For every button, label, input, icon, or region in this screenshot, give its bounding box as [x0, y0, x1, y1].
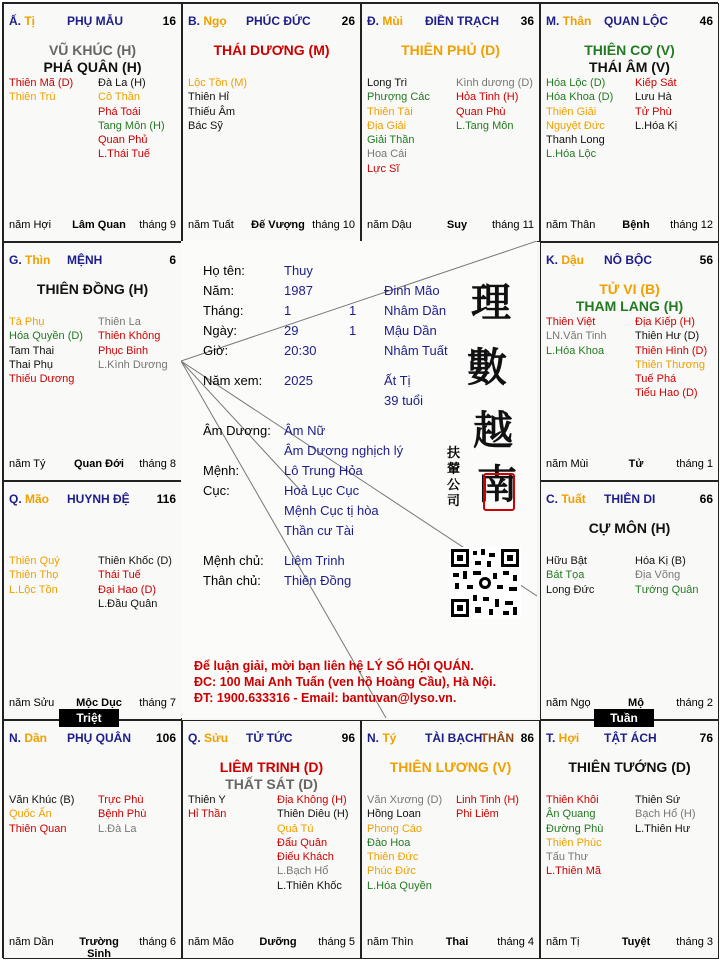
palace-footer	[188, 219, 355, 233]
palace-footer	[546, 219, 713, 233]
minor-star: Thiếu Dương	[9, 373, 75, 386]
palace-can-chi: K. Dậu	[546, 253, 585, 267]
palace-month: tháng 7	[139, 697, 176, 709]
minor-star: Tướng Quân	[635, 583, 699, 596]
palace-number: 56	[699, 253, 713, 267]
minor-stars-left	[9, 554, 94, 597]
minor-star: Thiên Hư (D)	[635, 330, 700, 343]
minor-star: Giải Thần	[367, 134, 415, 147]
minor-star: Phong Cáo	[367, 822, 423, 835]
minor-star: L.Hóa Lộc	[546, 148, 597, 161]
minor-star: Thiên Tài	[367, 105, 413, 118]
main-star: THẤT SÁT (D)	[225, 776, 318, 792]
value-tuoi: 39 tuổi	[384, 393, 424, 408]
minor-stars-right	[456, 793, 538, 822]
label-gio: Giờ:	[203, 343, 229, 358]
minor-star: Trực Phù	[98, 794, 144, 806]
label-am-duong: Âm Dương:	[203, 423, 271, 438]
minor-stars-right	[635, 315, 717, 401]
palace-header	[188, 731, 355, 747]
minor-star: Kình dương (D)	[456, 77, 533, 89]
minor-star: L.Bạch Hổ	[277, 865, 329, 878]
minor-star: Bác Sỹ	[188, 119, 223, 132]
label-ho-ten: Họ tên:	[203, 263, 245, 278]
main-star: THIÊN TƯỚNG (D)	[568, 759, 691, 775]
label-menh-chu: Mệnh chủ:	[203, 553, 264, 568]
value-gio: 20:30	[284, 343, 317, 358]
palace-name: MỆNH	[67, 253, 103, 267]
palace-number: 26	[341, 14, 355, 28]
minor-stars-left	[188, 793, 273, 822]
main-stars	[4, 42, 181, 76]
minor-star: Ân Quang	[546, 808, 596, 821]
palace-number: 16	[162, 14, 176, 28]
minor-star: Đào Hoa	[367, 836, 411, 849]
minor-star: Thái Tuế	[98, 569, 141, 582]
palace-header	[9, 14, 176, 30]
minor-stars-left	[367, 76, 452, 176]
palace-cell	[3, 3, 182, 242]
palace-month: tháng 9	[139, 219, 176, 231]
minor-star: Hỉ Thần	[188, 808, 227, 821]
palace-header	[367, 14, 534, 30]
label-ngay: Ngày:	[203, 323, 237, 338]
palace-can-chi: N. Dần	[9, 731, 48, 745]
minor-stars-left	[188, 76, 273, 133]
value-ngay-cc: Mậu Dần	[384, 323, 437, 338]
palace-header	[546, 253, 713, 269]
palace-cell	[182, 720, 361, 959]
value-thang-al: 1	[349, 303, 357, 318]
label-than-chu: Thân chủ:	[203, 573, 261, 588]
palace-stage: Dưỡng	[259, 936, 297, 948]
main-stars	[541, 42, 718, 76]
minor-star: Phá Toái	[98, 105, 141, 118]
palace-month: tháng 2	[676, 697, 713, 709]
minor-star: Lực Sĩ	[367, 162, 400, 175]
minor-star: Thiên Thương	[635, 358, 706, 371]
minor-star: Phúc Đức	[367, 865, 416, 878]
value-thang: 1	[284, 303, 292, 318]
palace-month: tháng 4	[497, 936, 534, 948]
value-ngay: 29	[284, 323, 299, 338]
palace-header	[9, 253, 176, 269]
minor-star: Thiên Quan	[9, 822, 67, 835]
minor-stars-right	[277, 793, 359, 893]
minor-star: Quốc Ấn	[9, 808, 52, 821]
palace-name: PHỤ MẪU	[67, 14, 123, 28]
minor-star: Linh Tinh (H)	[456, 794, 519, 806]
main-stars	[541, 520, 718, 537]
palace-name: NÔ BỘC	[604, 253, 652, 267]
palace-cell	[3, 242, 182, 481]
palace-header	[9, 731, 176, 747]
value-nam: 1987	[284, 283, 313, 298]
palace-cell	[3, 720, 182, 959]
palace-number: 96	[341, 731, 355, 745]
palace-name: THIÊN DI	[604, 492, 656, 506]
palace-stage: Tuyệt	[621, 936, 651, 948]
value-cuc: Hoả Lục Cục	[284, 483, 360, 498]
palace-footer	[367, 936, 534, 950]
calligraphy-char-3: 越	[473, 407, 513, 454]
minor-star: Hóa Khoa (D)	[546, 91, 614, 104]
main-stars	[541, 281, 718, 315]
palace-month: tháng 1	[676, 458, 713, 470]
palace-name: PHÚC ĐỨC	[246, 14, 311, 28]
minor-stars-right	[98, 793, 180, 836]
minor-star: Thiên La	[98, 316, 141, 328]
minor-star: Tuế Phá	[635, 373, 677, 386]
palace-name: PHỤ QUÂN	[67, 731, 132, 745]
minor-star: Tấu Thư	[546, 851, 589, 864]
palace-stage: Trường Sinh	[79, 936, 119, 960]
minor-star: Văn Khúc (B)	[9, 794, 75, 806]
palace-name: HUYNH ĐỆ	[67, 492, 130, 506]
palace-month: tháng 5	[318, 936, 355, 948]
qr-code-icon[interactable]	[449, 547, 521, 619]
minor-star: Hoa Cái	[367, 148, 407, 161]
value-menh-chu: Liêm Trinh	[284, 553, 345, 568]
minor-star: Thiên Giải	[546, 105, 597, 118]
palace-footer	[188, 936, 355, 950]
palace-can-chi: Ấ. Tị	[9, 14, 36, 28]
palace-cell	[540, 720, 719, 959]
minor-star: Tả Phụ	[9, 316, 45, 328]
palace-stage: Bệnh	[622, 219, 650, 231]
palace-stage: Quan Đới	[74, 458, 124, 470]
palace-year: năm Tý	[9, 458, 46, 470]
palace-footer	[367, 219, 534, 233]
minor-star: Thiên Trù	[9, 91, 56, 104]
minor-star: L.Thiên Mã	[546, 865, 602, 878]
minor-star: Tiểu Hao (D)	[635, 387, 698, 400]
minor-star: Tử Phù	[635, 105, 672, 118]
minor-star: L.Hóa Kị	[635, 119, 678, 132]
minor-star: Tang Môn (H)	[98, 119, 165, 132]
palace-year: năm Mùi	[546, 458, 589, 470]
palace-month: tháng 6	[139, 936, 176, 948]
than-marker: THÂN	[480, 731, 514, 745]
minor-star: Phục Binh	[98, 344, 149, 357]
minor-star: L.Đà La	[98, 822, 137, 835]
minor-star: Đại Hao (D)	[98, 583, 157, 596]
main-star: PHÁ QUÂN (H)	[43, 59, 142, 75]
minor-star: L.Hóa Quyền	[367, 879, 432, 892]
main-star: THIÊN ĐỒNG (H)	[36, 281, 149, 297]
minor-star: Thiên Quý	[9, 555, 60, 567]
minor-star: Thiên Hình (D)	[635, 344, 708, 357]
value-than-chu: Thiên Đồng	[284, 573, 352, 588]
palace-stage: Thai	[445, 936, 469, 948]
minor-star: Cô Thần	[98, 91, 140, 104]
palace-cell	[361, 720, 540, 959]
minor-star: Hóa Lộc (D)	[546, 77, 606, 89]
palace-number: 76	[699, 731, 713, 745]
palace-header	[546, 492, 713, 508]
palace-can-chi: B. Ngọ	[188, 14, 227, 28]
palace-footer	[9, 936, 176, 960]
value-ngay-al: 1	[349, 323, 357, 338]
minor-star: Nguyệt Đức	[546, 119, 605, 132]
minor-star: Tam Thai	[9, 344, 55, 357]
palace-name: QUAN LỘC	[604, 14, 668, 28]
palace-number: 106	[155, 731, 176, 745]
palace-year: năm Mão	[188, 936, 234, 948]
main-stars	[183, 42, 360, 59]
minor-star: L.Hóa Khoa	[546, 344, 605, 357]
palace-cell	[540, 242, 719, 481]
minor-star: Văn Xương (D)	[367, 794, 443, 806]
minor-stars-right	[635, 76, 717, 133]
palace-month: tháng 10	[312, 219, 355, 231]
palace-stage: Suy	[446, 219, 468, 231]
minor-star: L.Tang Môn	[456, 119, 514, 132]
tuan-tag: Tuần	[594, 709, 654, 727]
palace-year: năm Thìn	[367, 936, 414, 948]
main-star: VŨ KHÚC (H)	[48, 42, 137, 58]
calligraphy-char-1: 理	[471, 279, 511, 326]
main-star: THIÊN CƠ (V)	[584, 42, 675, 58]
palace-footer	[546, 936, 713, 950]
palace-header	[9, 492, 176, 508]
minor-star: Thiên Thọ	[9, 569, 59, 582]
palace-year: năm Sửu	[9, 697, 55, 709]
minor-star: Địa Giải	[367, 119, 407, 132]
palace-name: ĐIỀN TRẠCH	[425, 14, 499, 28]
palace-year: năm Tuất	[188, 219, 234, 231]
minor-star: Thiên Mã (D)	[9, 77, 74, 89]
palace-month: tháng 11	[491, 219, 534, 231]
palace-footer	[9, 458, 176, 472]
palace-stage: Tử	[628, 458, 644, 470]
palace-month: tháng 12	[670, 219, 713, 231]
minor-stars-right	[98, 554, 180, 611]
palace-footer	[546, 458, 713, 472]
minor-star: Địa Võng	[635, 569, 681, 582]
minor-star: Thiên Khôi	[546, 794, 599, 806]
palace-stage: Đế Vượng	[251, 219, 305, 231]
minor-star: Thiên Y	[188, 794, 226, 806]
value-ho-ten: Thuy	[284, 263, 313, 278]
minor-star: Thiên Việt	[546, 316, 596, 328]
palace-number: 6	[169, 253, 176, 267]
minor-star: L.Đầu Quân	[98, 597, 158, 610]
minor-star: L.Kình Dương	[98, 358, 168, 371]
value-am-duong2: Âm Dương nghịch lý	[284, 443, 404, 458]
palace-cell	[361, 3, 540, 242]
value-thang-cc: Nhâm Dần	[384, 303, 447, 318]
label-menh: Mệnh:	[203, 463, 240, 478]
center-info-panel	[181, 241, 537, 718]
minor-star: Bạch Hổ (H)	[635, 808, 696, 821]
contact-line-3: ĐT: 1900.633316 - Email: bantuvan@lyso.vn.	[194, 691, 457, 705]
palace-header	[367, 731, 534, 747]
palace-month: tháng 8	[139, 458, 176, 470]
minor-star: L.Thiên Khốc	[277, 879, 342, 892]
minor-star: Quan Phù	[456, 105, 506, 118]
minor-star: Quan Phủ	[98, 134, 148, 147]
palace-can-chi: C. Tuất	[546, 492, 586, 506]
palace-header	[546, 14, 713, 30]
minor-star: Lộc Tồn (M)	[188, 77, 248, 89]
palace-stage: Mộc Dục	[76, 697, 122, 709]
palace-name: TẬT ÁCH	[604, 731, 657, 745]
minor-stars-left	[546, 793, 631, 879]
minor-stars-left	[546, 315, 631, 358]
palace-number: 116	[156, 492, 176, 506]
triet-tag: Triệt	[59, 709, 119, 727]
main-star: LIÊM TRINH (D)	[219, 759, 324, 775]
main-star: THÁI ÂM (V)	[589, 59, 670, 75]
minor-stars-left	[546, 554, 631, 597]
minor-stars-right	[635, 554, 717, 597]
palace-year: năm Dần	[9, 936, 54, 948]
label-nam: Năm:	[203, 283, 235, 298]
palace-year: năm Tị	[546, 936, 580, 948]
seal-small-text: 扶 輦 公 司	[447, 446, 461, 509]
main-star: THÁI DƯƠNG (M)	[213, 42, 330, 58]
minor-star: L.Lộc Tồn	[9, 583, 58, 596]
minor-star: Thiên Phúc	[546, 836, 602, 849]
main-star: CỰ MÔN (H)	[588, 520, 671, 536]
palace-can-chi: G. Thìn	[9, 253, 51, 267]
minor-star: Thiên Hỉ	[188, 91, 229, 104]
minor-star: Thai Phụ	[9, 358, 54, 371]
palace-stage: Lâm Quan	[72, 219, 126, 231]
minor-star: Phượng Các	[367, 91, 430, 104]
minor-star: Đường Phù	[546, 822, 604, 835]
palace-cell	[3, 481, 182, 720]
minor-star: Đẩu Quân	[277, 836, 328, 849]
palace-name: TỬ TỨC	[246, 731, 293, 745]
palace-name: TÀI BẠCH	[425, 731, 483, 745]
palace-can-chi: N. Tý	[367, 731, 397, 745]
palace-can-chi: Đ. Mùi	[367, 14, 404, 28]
minor-star: Thiên Sứ	[635, 794, 681, 806]
minor-star: LN.Văn Tinh	[546, 330, 607, 343]
label-nam-xem: Năm xem:	[203, 373, 263, 388]
palace-can-chi: Q. Mão	[9, 492, 50, 506]
minor-star: Long Đức	[546, 583, 595, 596]
palace-cell	[540, 481, 719, 720]
main-stars	[183, 759, 360, 793]
palace-number: 86	[520, 731, 534, 745]
minor-stars-right	[98, 315, 180, 372]
minor-star: Thiên Diêu (H)	[277, 808, 349, 821]
value-cuc2: Mệnh Cục tị hòa	[284, 503, 379, 518]
palace-footer	[9, 219, 176, 233]
minor-star: Thanh Long	[546, 134, 605, 147]
palace-can-chi: T. Hợi	[546, 731, 580, 745]
minor-stars-left	[9, 76, 94, 105]
palace-month: tháng 3	[676, 936, 713, 948]
red-seal-stamp	[483, 473, 515, 511]
main-star: TỬ VI (B)	[599, 281, 660, 297]
minor-star: Thiên Khốc (D)	[98, 555, 172, 567]
minor-star: Bệnh Phù	[98, 808, 147, 821]
minor-star: Hữu Bật	[546, 555, 587, 567]
minor-star: Hỏa Tinh (H)	[456, 91, 519, 104]
minor-star: Thiên Không	[98, 330, 161, 343]
contact-line-2: ĐC: 100 Mai Anh Tuấn (ven hồ Hoàng Cầu), Hà Nội.	[194, 675, 497, 689]
minor-star: Hóa Quyền (D)	[9, 330, 83, 343]
minor-star: Lưu Hà	[635, 91, 672, 104]
main-stars	[362, 42, 539, 59]
palace-number: 46	[699, 14, 713, 28]
palace-can-chi: Q. Sửu	[188, 731, 229, 745]
minor-star: Hồng Loan	[367, 808, 421, 821]
main-stars	[4, 281, 181, 298]
main-stars	[362, 759, 539, 776]
palace-number: 36	[520, 14, 534, 28]
minor-stars-right	[98, 76, 180, 162]
palace-number: 66	[699, 492, 713, 506]
main-star: THIÊN PHỦ (D)	[401, 42, 500, 58]
value-gio-cc: Nhâm Tuất	[384, 343, 448, 358]
palace-cell	[540, 3, 719, 242]
minor-star: L.Thiên Hư	[635, 822, 691, 835]
minor-stars-left	[546, 76, 631, 162]
minor-star: Thiên Đức	[367, 851, 419, 864]
value-nam-xem: 2025	[284, 373, 313, 388]
minor-star: Thiếu Âm	[188, 105, 236, 118]
minor-star: Hóa Kị (B)	[635, 555, 686, 567]
palace-cell	[182, 3, 361, 242]
value-nam-xem-cc: Ất Tị	[384, 373, 411, 388]
minor-stars-left	[9, 315, 94, 386]
main-star: THIÊN LƯƠNG (V)	[389, 759, 512, 775]
minor-star: Địa Kiếp (H)	[635, 316, 695, 328]
minor-star: Đà La (H)	[98, 77, 146, 89]
contact-line-1: Để luận giải, mời bạn liên hệ LÝ SỐ HỘI QUÁN.	[194, 659, 474, 673]
palace-can-chi: M. Thân	[546, 14, 592, 28]
main-star: THAM LANG (H)	[575, 298, 684, 314]
minor-stars-left	[367, 793, 452, 893]
palace-stage: Mộ	[628, 697, 644, 709]
calligraphy-char-2: 數	[467, 344, 507, 391]
minor-stars-right	[456, 76, 538, 133]
palace-header	[546, 731, 713, 747]
minor-star: Bát Tọa	[546, 569, 585, 582]
palace-header	[188, 14, 355, 30]
calligraphy-char-4: 南	[477, 461, 517, 508]
value-am-duong: Âm Nữ	[284, 423, 326, 438]
label-thang: Tháng:	[203, 303, 244, 318]
minor-star: Long Trì	[367, 77, 408, 89]
minor-stars-left	[9, 793, 94, 836]
palace-year: năm Hợi	[9, 219, 52, 231]
palace-year: năm Thân	[546, 219, 596, 231]
minor-star: Phi Liêm	[456, 808, 499, 821]
palace-year: năm Dậu	[367, 219, 412, 231]
minor-star: Quả Tú	[277, 822, 314, 835]
value-menh: Lô Trung Hỏa	[284, 463, 363, 478]
main-stars	[541, 759, 718, 776]
minor-star: Điếu Khách	[277, 851, 334, 864]
minor-star: Kiếp Sát	[635, 77, 677, 89]
value-nam-cc: Đinh Mão	[384, 283, 440, 298]
minor-star: Địa Không (H)	[277, 794, 347, 806]
value-cuc3: Thần cư Tài	[284, 523, 354, 538]
minor-stars-right	[635, 793, 717, 836]
palace-year: năm Ngọ	[546, 697, 591, 709]
minor-star: L.Thái Tuế	[98, 148, 150, 161]
label-cuc: Cục:	[203, 483, 230, 498]
